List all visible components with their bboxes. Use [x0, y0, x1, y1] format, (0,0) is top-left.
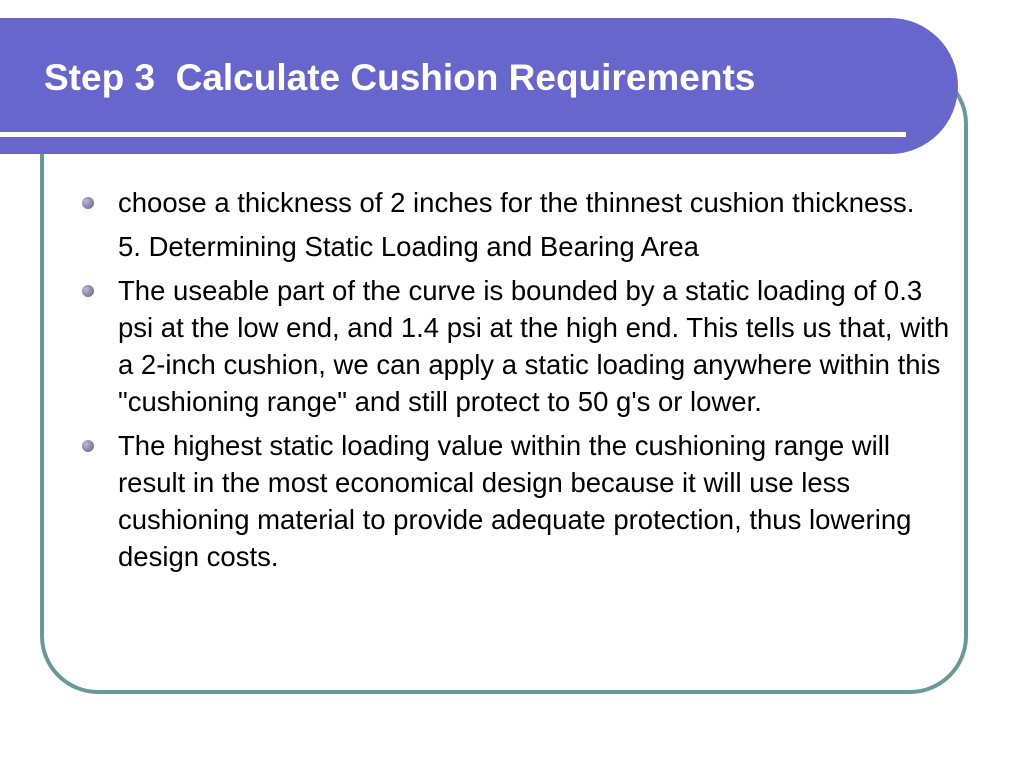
bullet-list: [78, 184, 958, 582]
bullet-item-useable-curve: The useable part of the curve is bounded by a static loading of 0.3 psi at the low end, and 1.4 psi at the high end. This tells us that, with a 2-inch cushion, we can apply a static loading anywhere within this "cushioning range" and still protect to 50 g's or lower.: [78, 272, 958, 420]
slide-title: Step 3 Calculate Cushion Requirements: [44, 57, 756, 98]
title-divider: [0, 132, 906, 137]
bullet-item-economical-design: The highest static loading value within the cushioning range will result in the most economical design because it will use less cushioning material to provide adequate protection, thus lowering design costs.: [78, 427, 958, 575]
bullet-item-cushion-thickness: choose a thickness of 2 inches for the thinnest cushion thickness.: [78, 184, 958, 221]
subheading-static-loading: 5. Determining Static Loading and Bearing Area: [118, 231, 699, 262]
